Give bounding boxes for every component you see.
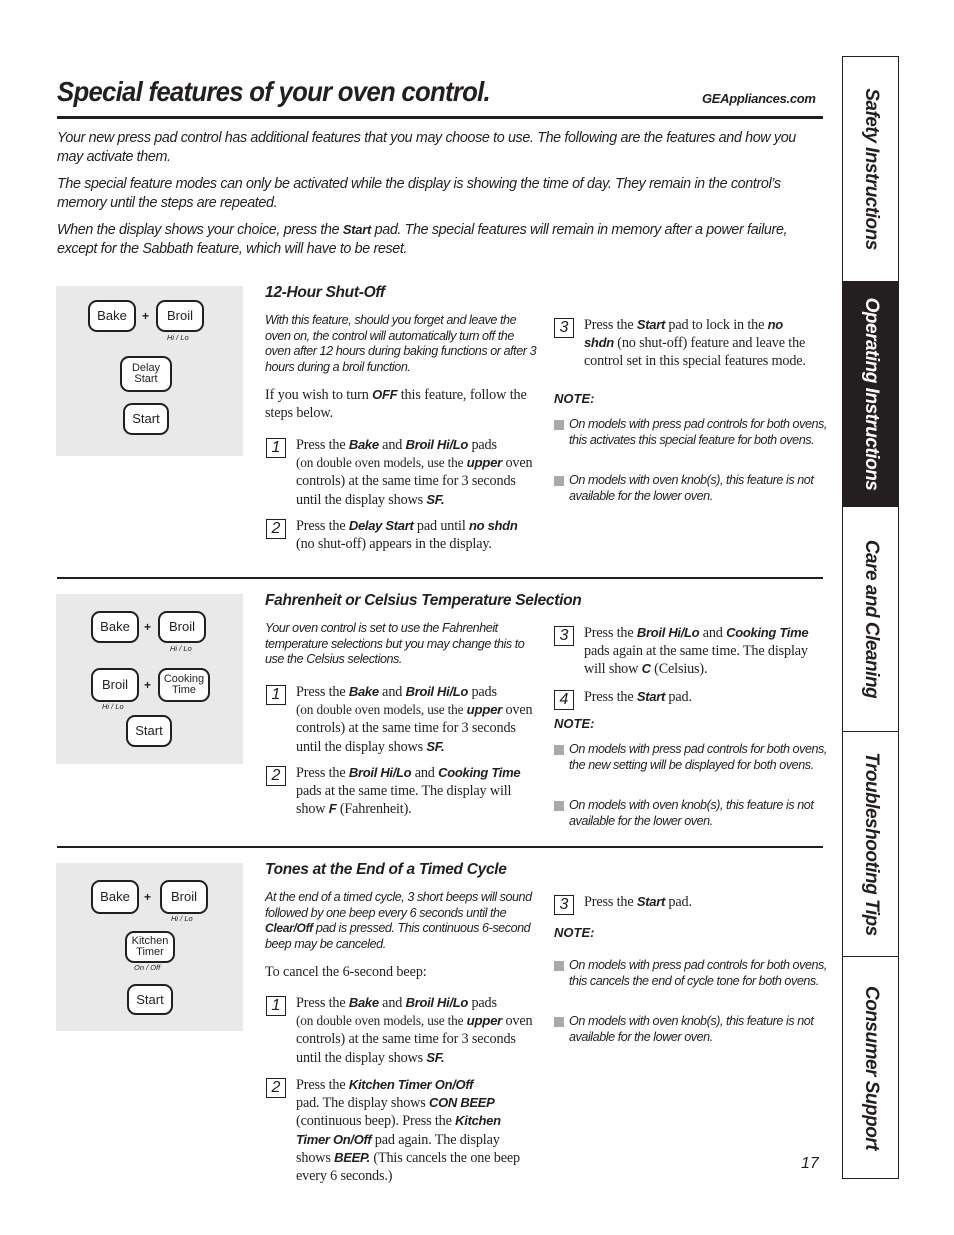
step-text: Press the Broil Hi/Lo and Cooking Time pads again at the same time. The display will show C (Celsius).: [584, 625, 809, 678]
step-number: 1: [266, 438, 286, 458]
step-number: 2: [266, 519, 286, 539]
hi-lo-label: Hi / Lo: [167, 333, 189, 342]
step-number: 1: [266, 685, 286, 705]
bake-pad: Bake: [88, 300, 136, 332]
step-number: 2: [266, 766, 286, 786]
kitchen-timer-pad: Kitchen Timer: [125, 931, 175, 963]
cooking-time-pad: Cooking Time: [158, 668, 210, 702]
broil-pad: Broil: [91, 668, 139, 702]
section-intro-tones: At the end of a timed cycle, 3 short beeps will sound followed by one beep every 6 seconds until the Clear/Off pad is pressed. This continuous 6-second beep may be canceled.: [265, 890, 532, 952]
tab-troubleshooting-tips[interactable]: Troubleshooting Tips: [843, 732, 898, 957]
note-bullet: On models with press pad controls for both ovens, this activates this special feature for both ovens.: [554, 417, 829, 449]
start-pad: Start: [123, 403, 169, 435]
broil-pad: Broil: [156, 300, 204, 332]
hi-lo-label: Hi / Lo: [102, 702, 124, 711]
section-divider: [57, 577, 823, 579]
website-url[interactable]: GEAppliances.com: [702, 91, 816, 106]
header-rule: [57, 116, 823, 119]
step-text: Press the Start pad to lock in the no shdn (no shut-off) feature and leave the control set in this special features mode.: [584, 317, 806, 370]
note-label: NOTE:: [554, 391, 595, 406]
step-number: 3: [554, 626, 574, 646]
plus-sign: +: [142, 309, 150, 323]
start-pad: Start: [126, 715, 172, 747]
section-divider: [57, 846, 823, 848]
step-number: 2: [266, 1078, 286, 1098]
note-bullet: On models with oven knob(s), this feature is not available for the lower oven.: [554, 1014, 829, 1046]
section-title-shutoff: 12-Hour Shut-Off: [265, 284, 385, 301]
page-number: 17: [801, 1155, 819, 1172]
note-label: NOTE:: [554, 716, 595, 731]
broil-pad: Broil: [158, 611, 206, 643]
step-text: Press the Bake and Broil Hi/Lo pads (on double oven models, use the upper oven controls) at the same time for 3 seconds until the display shows SF.: [296, 684, 533, 755]
section-intro-temp: Your oven control is set to use the Fahrenheit temperature selections but you may change this to use the Celsius selections.: [265, 621, 525, 667]
hi-lo-label: Hi / Lo: [170, 644, 192, 653]
intro-paragraph-3: When the display shows your choice, press the Start pad. The special features will remain in memory after a power failure, except for the Sabbath feature, which will have to be reset.: [57, 222, 788, 257]
bake-pad: Bake: [91, 611, 139, 643]
tab-safety-instructions[interactable]: Safety Instructions: [843, 57, 898, 282]
tones-lead: To cancel the 6-second beep:: [265, 964, 427, 980]
plus-sign: +: [144, 678, 152, 692]
note-label: NOTE:: [554, 925, 595, 940]
step-text: Press the Kitchen Timer On/Off pad. The display shows CON BEEP (continuous beep). Press the Kitchen Timer On/Off pad again. The display shows BEEP. (This cancels the one beep every 6 seconds.): [296, 1077, 520, 1185]
step-number: 4: [554, 690, 574, 710]
note-bullet: On models with oven knob(s), this feature is not available for the lower oven.: [554, 798, 829, 830]
step-number: 3: [554, 318, 574, 338]
on-off-label: On / Off: [134, 963, 161, 972]
plus-sign: +: [144, 620, 152, 634]
keypad-illustration-shutoff: [56, 286, 243, 456]
bake-pad: Bake: [91, 880, 139, 914]
broil-pad: Broil: [160, 880, 208, 914]
keypad-illustration-temp: [56, 594, 243, 764]
page-title: Special features of your oven control.: [57, 76, 490, 107]
step-text: Press the Broil Hi/Lo and Cooking Time pads at the same time. The display will show F (Fahrenheit).: [296, 765, 521, 818]
shutoff-lead: If you wish to turn OFF this feature, follow the steps below.: [265, 387, 527, 422]
section-title-temp: Fahrenheit or Celsius Temperature Selection: [265, 592, 582, 609]
note-bullet: On models with oven knob(s), this feature is not available for the lower oven.: [554, 473, 829, 505]
note-bullet: On models with press pad controls for both ovens, this cancels the end of cycle tone for both ovens.: [554, 958, 829, 990]
section-intro-shutoff: With this feature, should you forget and leave the oven on, the control will automatically turn off the oven after 12 hours during baking functions or after 3 hours during a broil function.: [265, 313, 537, 375]
step-text: Press the Start pad.: [584, 894, 692, 910]
delay-start-pad: Delay Start: [120, 356, 172, 392]
step-text: Press the Start pad.: [584, 689, 692, 705]
keypad-illustration-tones: [56, 863, 243, 1031]
section-tabs: [842, 56, 899, 1179]
step-text: Press the Bake and Broil Hi/Lo pads (on double oven models, use the upper oven controls) at the same time for 3 seconds until the display shows SF.: [296, 437, 533, 508]
tab-operating-instructions[interactable]: Operating Instructions: [843, 282, 898, 507]
intro-paragraph-1: Your new press pad control has additional features that you may choose to use. The following are the features and how you may activate them.: [57, 130, 796, 165]
step-text: Press the Delay Start pad until no shdn (no shut-off) appears in the display.: [296, 518, 518, 553]
section-title-tones: Tones at the End of a Timed Cycle: [265, 861, 507, 878]
step-number: 3: [554, 895, 574, 915]
step-text: Press the Bake and Broil Hi/Lo pads (on double oven models, use the upper oven controls) at the same time for 3 seconds until the display shows SF.: [296, 995, 533, 1066]
tab-consumer-support[interactable]: Consumer Support: [860, 985, 882, 1150]
plus-sign: +: [144, 890, 152, 904]
start-pad: Start: [127, 984, 173, 1015]
tab-care-and-cleaning[interactable]: Care and Cleaning: [843, 507, 898, 732]
step-number: 1: [266, 996, 286, 1016]
intro-paragraph-2: The special feature modes can only be activated while the display is showing the time of day. They remain in the control’s memory until the steps are repeated.: [57, 176, 781, 211]
hi-lo-label: Hi / Lo: [171, 914, 193, 923]
note-bullet: On models with press pad controls for both ovens, the new setting will be displayed for both ovens.: [554, 742, 829, 774]
